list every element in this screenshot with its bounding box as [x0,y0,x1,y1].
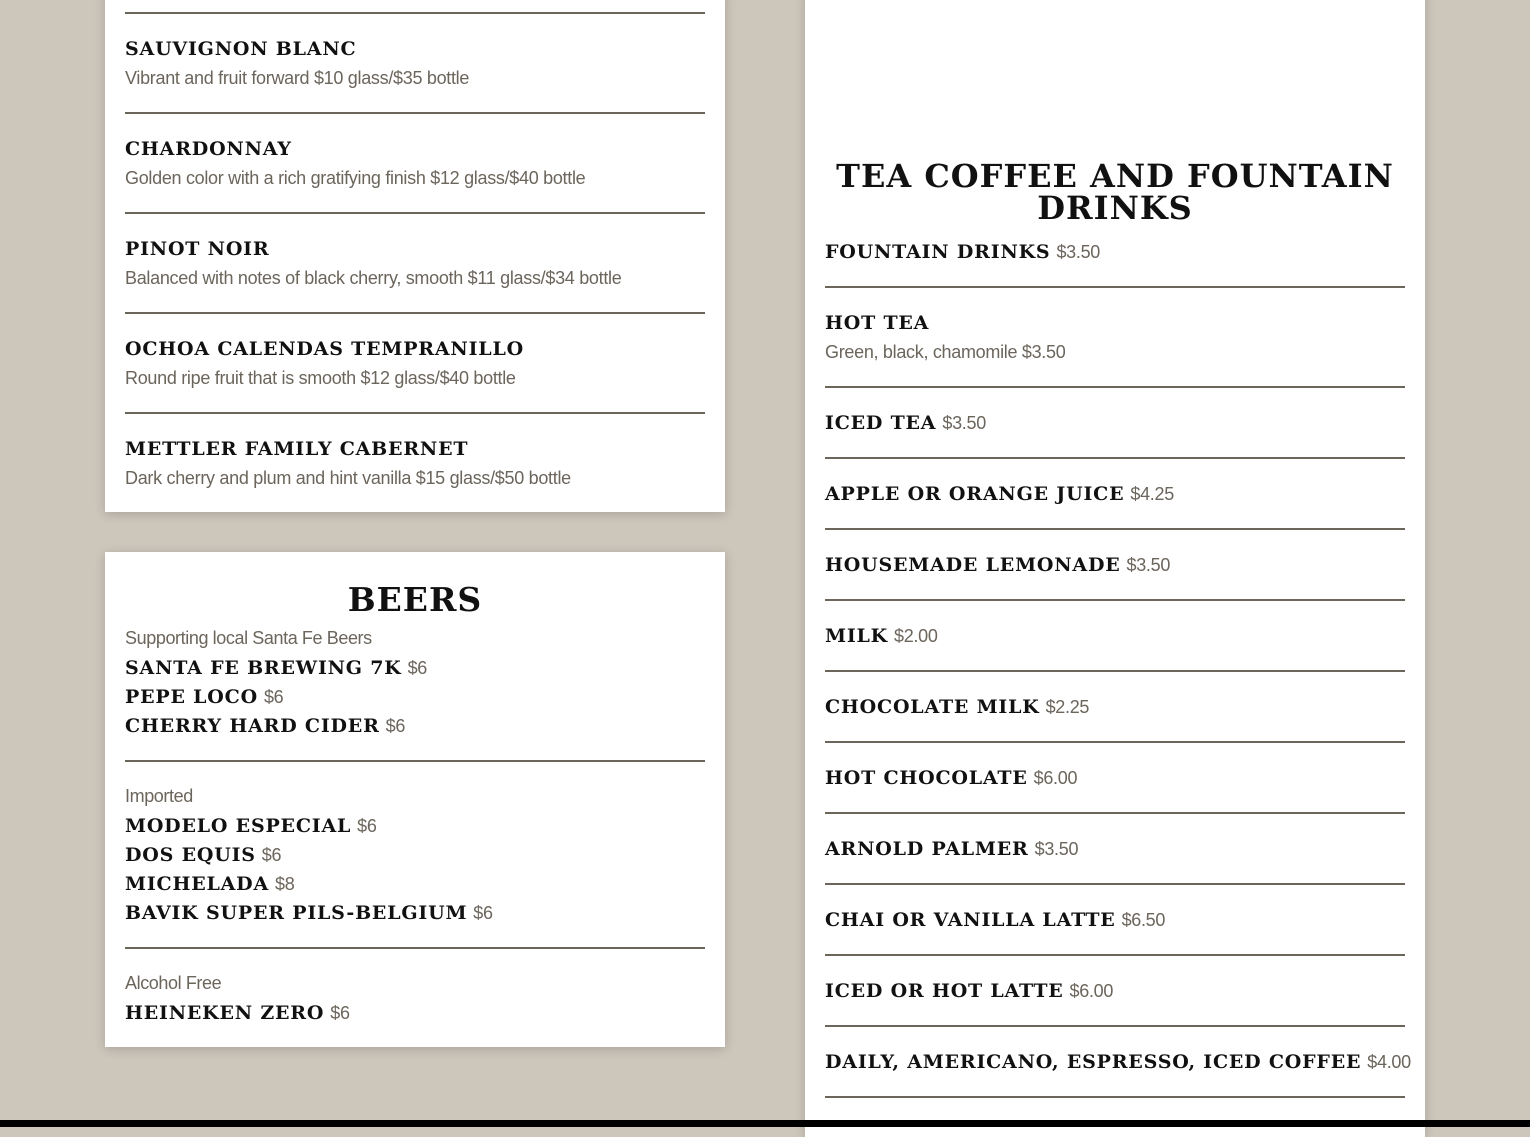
divider [825,1096,1405,1098]
beer-item [125,901,493,925]
beer-item-name: BAVIK SUPER PILS-BELGIUM [125,902,468,924]
beer-item-name: DOS EQUIS [125,844,256,866]
wine-item-description: Round ripe fruit that is smooth $12 glass/$40 bottle [125,368,516,388]
drink-item-price: $6.00 [1033,768,1078,788]
drink-item [825,837,1078,861]
wine-item-name: CHARDONNAY [125,138,292,160]
drink-item-name: DAILY, AMERICANO, ESPRESSO, ICED COFFEE [825,1051,1362,1073]
beer-item-name: PEPE LOCO [125,686,258,708]
beer-item-name: HEINEKEN ZERO [125,1002,325,1024]
drink-item-name: CHAI OR VANILLA LATTE [825,909,1116,931]
drink-item [825,482,1174,506]
drink-item-name: HOUSEMADE LEMONADE [825,554,1121,576]
wine-item-name: SAUVIGNON BLANC [125,38,357,60]
beer-item-price: $6 [407,658,427,678]
beers-title: BEERS [347,580,483,619]
beer-item-price: $6 [473,903,493,923]
wine-item-description: Vibrant and fruit forward $10 glass/$35 bottle [125,68,470,88]
divider [825,741,1405,743]
drink-item-name: HOT CHOCOLATE [825,767,1028,789]
divider [125,947,705,949]
divider [825,286,1405,288]
divider [825,599,1405,601]
wine-item-description: Golden color with a rich gratifying finish $12 glass/$40 bottle [125,168,586,188]
drink-item [825,1050,1411,1074]
drink-item-price: $3.50 [1034,839,1079,859]
drink-item [825,695,1089,719]
drink-item-price: $3.50 [1126,555,1171,575]
wine-item-name: OCHOA CALENDAS TEMPRANILLO [125,338,524,360]
drink-item-price: $4.25 [1130,484,1174,504]
divider [825,386,1405,388]
drink-item [825,979,1113,1003]
drink-item [825,908,1165,932]
drink-item [825,411,986,435]
drink-item-description: Green, black, chamomile $3.50 [825,342,1066,362]
drink-item-price: $2.00 [894,626,938,646]
divider [825,812,1405,814]
imported-beers-label: Imported [125,786,193,806]
drink-item-price: $3.50 [942,413,986,433]
drink-item-name: MILK [825,625,888,647]
beer-item-price: $6 [330,1003,350,1023]
drinks-menu-card [805,0,1425,1137]
beer-item-name: MICHELADA [125,873,269,895]
beer-item-price: $6 [357,816,377,836]
drink-item-name: ICED TEA [825,412,937,434]
divider [125,760,705,762]
divider [125,112,705,114]
footer-bar [0,1120,1530,1127]
beers-menu-card [105,552,725,1047]
beer-item-price: $6 [263,687,284,707]
wine-item-name: METTLER FAMILY CABERNET [125,438,469,460]
divider [825,1025,1405,1027]
divider [825,883,1405,885]
wine-item-description: Dark cherry and plum and hint vanilla $15 glass/$50 bottle [125,468,571,488]
drinks-title-line2: DRINKS [1037,189,1193,227]
drink-item-name: HOT TEA [825,312,930,334]
beer-item [125,685,283,709]
local-beers-label: Supporting local Santa Fe Beers [125,628,372,648]
drink-item-name: APPLE OR ORANGE JUICE [825,483,1125,505]
drink-item-name: FOUNTAIN DRINKS [825,241,1051,263]
divider [825,954,1405,956]
divider [825,670,1405,672]
beer-item [125,872,294,896]
wine-menu-card [105,0,725,512]
wine-item-name: PINOT NOIR [125,238,270,260]
drink-item-name: ARNOLD PALMER [825,838,1029,860]
beer-item-price: $6 [385,716,406,736]
divider [125,12,705,14]
drink-item-price: $4.00 [1367,1052,1411,1072]
beer-item [125,714,405,738]
beer-item-name: SANTA FE BREWING 7K [125,657,402,679]
drink-item-price: $3.50 [1056,242,1100,262]
beer-item-price: $6 [261,845,282,865]
beer-item-name: CHERRY HARD CIDER [125,715,380,737]
beer-item [125,1001,350,1025]
drink-item-price: $6.50 [1121,910,1166,930]
drinks-title [805,157,1425,227]
drink-item [825,240,1100,264]
beer-item-name: MODELO ESPECIAL [125,815,352,837]
divider [125,312,705,314]
drink-item-price: $2.25 [1045,697,1090,717]
drink-item-name: CHOCOLATE MILK [825,696,1040,718]
divider [825,528,1405,530]
drink-item [825,766,1077,790]
drink-item [825,553,1170,577]
drink-item-name: ICED OR HOT LATTE [825,980,1064,1002]
divider [825,457,1405,459]
drinks-title-line1: TEA COFFEE AND FOUNTAIN [836,157,1394,195]
drink-item-price: $6.00 [1069,981,1114,1001]
drink-item [825,624,938,648]
wine-item-description: Balanced with notes of black cherry, smooth $11 glass/$34 bottle [125,268,622,288]
beer-item [125,814,377,838]
alcohol-free-label: Alcohol Free [125,973,222,993]
divider [125,412,705,414]
beer-item [125,843,281,867]
beer-item [125,656,427,680]
beer-item-price: $8 [275,874,295,894]
divider [125,212,705,214]
